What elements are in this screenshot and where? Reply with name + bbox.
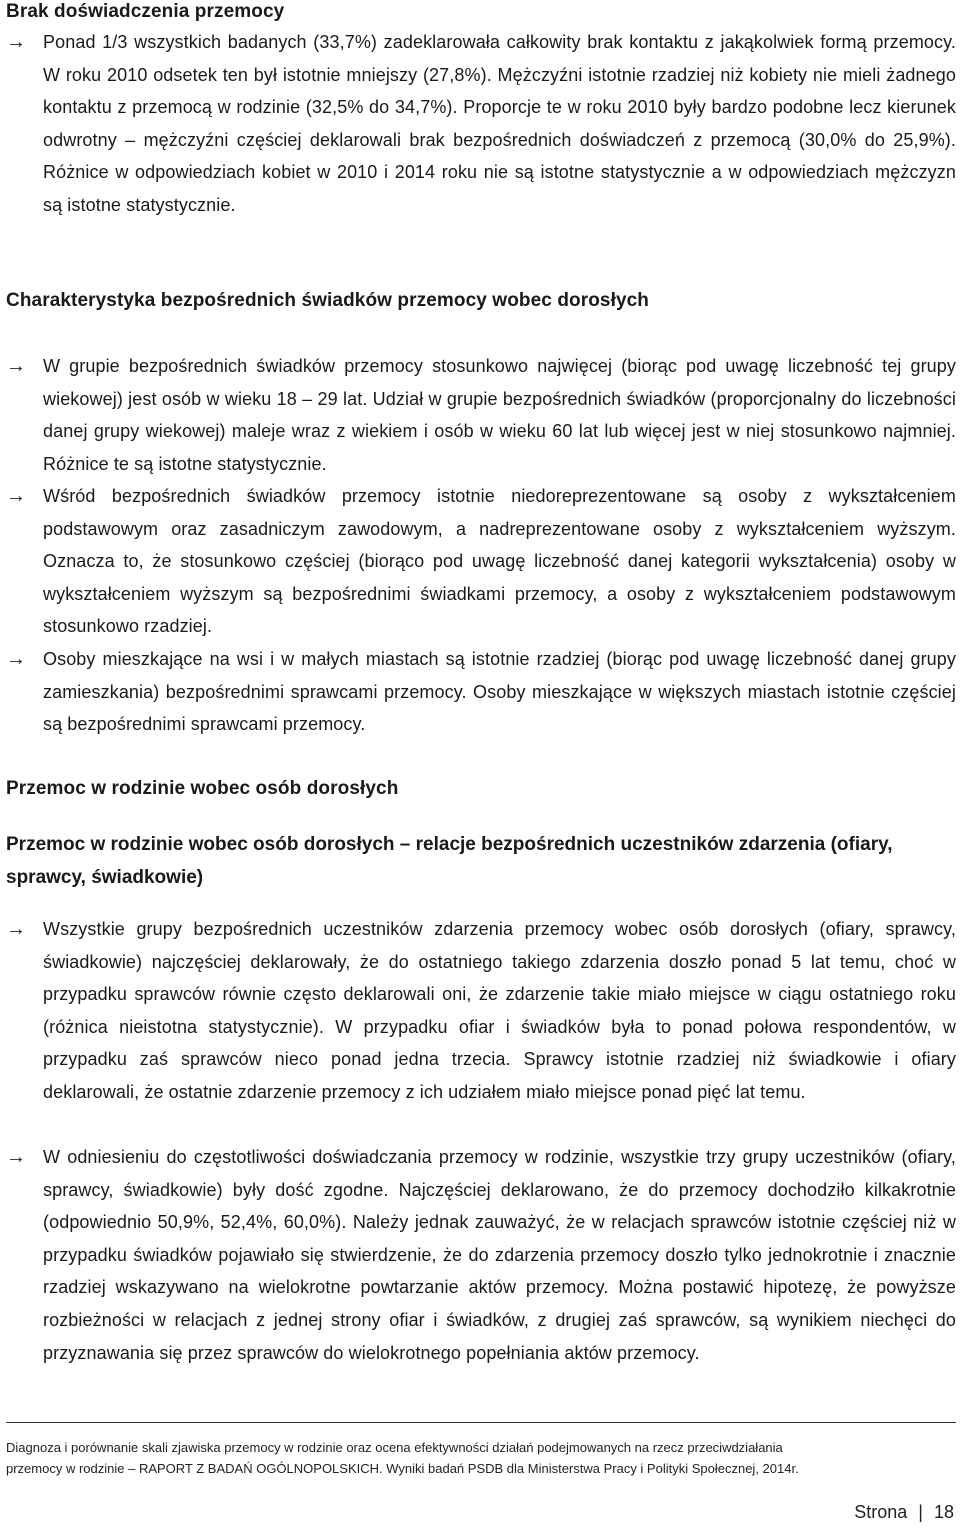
bullet-text: W odniesieniu do częstotliwości doświadczania przemocy w rodzinie, wszystkie trzy grupy uczestników (ofiary, sprawcy, świadkowie) były dość zgodne. Najczęściej deklarowano, że do przemocy dochodziło kilkakrotnie (odpowiednio 50,9%, 52,4%, 60,0%). Należy jednak zauważyć, że w relacjach sprawców istotnie częściej niż w przypadku świadków pojawiało się stwierdzenie, że do zdarzenia przemocy doszło tylko jednokrotnie i znacznie rzadziej wskazywano na wielokrotne powtarzanie aktów przemocy. Można postawić hipotezę, że powyższe rozbieżności w relacjach z jednej strony ofiar i świadków, z drugiej zaś sprawców, są wynikiem niechęci do przyznawania się przez sprawców do wielokrotnego popełniania aktów przemocy.: [43, 1147, 956, 1363]
bullet-text: Osoby mieszkające na wsi i w małych miastach są istotnie rzadziej (biorąc pod uwagę liczebność danej grupy zamieszkania) bezpośrednimi sprawcami przemocy. Osoby mieszkające w większych miastach istotnie częściej są bezpośrednimi sprawcami przemocy.: [43, 649, 956, 735]
page-number: [854, 1500, 954, 1524]
bullet-item: [6, 26, 956, 222]
bullet-item: [6, 913, 956, 1109]
bullet-text: Ponad 1/3 wszystkich badanych (33,7%) zadeklarowała całkowity brak kontaktu z jakąkolwiek formą przemocy. W roku 2010 odsetek ten był istotnie mniejszy (27,8%). Mężczyźni istotnie rzadziej niż kobiety nie mieli żadnego kontaktu z przemocą w rodzinie (32,5% do 34,7%). Proporcje te w roku 2010 były bardzo podobne lecz kierunek odwrotny – mężczyźni częściej deklarowali brak bezpośrednich doświadczeń z przemocą (30,0% do 25,9%). Różnice w odpowiedziach kobiet w 2010 i 2014 roku nie są istotne statystycznie a w odpowiedziach mężczyzn są istotne statystycznie.: [43, 32, 956, 215]
bullet-item: [6, 350, 956, 480]
bullet-text: W grupie bezpośrednich świadków przemocy stosunkowo najwięcej (biorąc pod uwagę liczebność tej grupy wiekowej) jest osób w wieku 18 – 29 lat. Udział w grupie bezpośrednich świadków (proporcjonalny do liczebności danej grupy wiekowej) maleje wraz z wiekiem i osób w wieku 60 lat lub więcej jest w niej stosunkowo najmniej. Różnice te są istotne statystycznie.: [43, 356, 956, 474]
page-number-value: 18: [933, 1502, 954, 1522]
bullet-item: [6, 480, 956, 643]
page-footer: [6, 1422, 956, 1479]
arrow-right-icon: →: [6, 1146, 26, 1168]
section-subheading-participants: Przemoc w rodzinie wobec osób dorosłych – relacje bezpośrednich uczestników zdarzenia (ofiary, sprawcy, świadkowie): [6, 834, 893, 888]
arrow-right-icon: →: [6, 31, 26, 53]
bullet-text: Wszystkie grupy bezpośrednich uczestników zdarzenia przemocy wobec osób dorosłych (ofiary, sprawcy, świadkowie) najczęściej deklarowały, że do ostatniego takiego zdarzenia doszło ponad 5 lat temu, choć w przypadku sprawców równie często deklarowali oni, że zdarzenie takie miało miejsce w ciągu ostatniego roku (różnica nieistotna statystycznie). W przypadku ofiar i świadków była to ponad połowa respondentów, w przypadku zaś sprawców nieco ponad jedna trzecia. Sprawcy istotnie rzadziej niż świadkowie i ofiary deklarowali, że ostatnie zdarzenie przemocy z ich udziałem miało miejsce ponad pięć lat temu.: [43, 919, 956, 1102]
bullet-text: Wśród bezpośrednich świadków przemocy istotnie niedoreprezentowane są osoby z wykształceniem podstawowym oraz zasadniczym zawodowym, a nadreprezentowane osoby z wykształceniem wyższym. Oznacza to, że stosunkowo częściej (biorąco pod uwagę liczebność danej kategorii wykształcenia) osoby w wykształceniem wyższym są bezpośrednimi świadkami przemocy, a osoby z wykształceniem podstawowym stosunkowo rzadziej.: [43, 486, 956, 637]
section-heading-family-violence: Przemoc w rodzinie wobec osób dorosłych: [6, 778, 399, 799]
page-separator: |: [918, 1502, 923, 1522]
section-heading-no-violence: Brak doświadczenia przemocy: [6, 1, 285, 22]
arrow-right-icon: →: [6, 355, 26, 377]
arrow-right-icon: →: [6, 485, 26, 507]
page-label: Strona: [854, 1502, 908, 1522]
bullet-item: [6, 643, 956, 741]
arrow-right-icon: →: [6, 648, 26, 670]
section-heading-witnesses: Charakterystyka bezpośrednich świadków przemocy wobec dorosłych: [6, 290, 650, 311]
bullet-item: [6, 1141, 956, 1369]
footer-line: przemocy w rodzinie – RAPORT Z BADAŃ OGÓLNOPOLSKICH. Wyniki badań PSDB dla Ministerstwa Pracy i Polityki Społecznej, 2014r.: [6, 1461, 799, 1476]
footer-line: Diagnoza i porównanie skali zjawiska przemocy w rodzinie oraz ocena efektywności działań podejmowanych na rzecz przeciwdziałania: [6, 1440, 783, 1455]
arrow-right-icon: →: [6, 918, 26, 940]
